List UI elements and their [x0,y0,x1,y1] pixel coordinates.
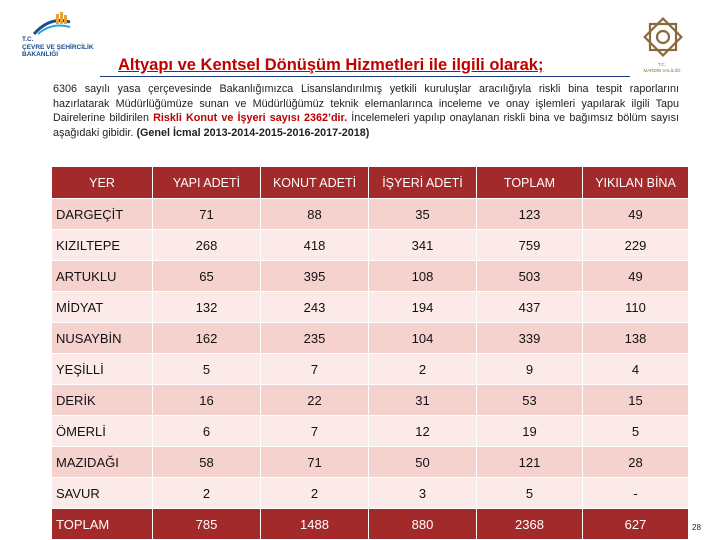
row-label-cell: KIZILTEPE [52,230,153,261]
value-cell: 71 [153,199,261,230]
intro-paragraph [53,82,679,140]
table-row [52,354,689,385]
table-row [52,447,689,478]
row-label-cell: ARTUKLU [52,261,153,292]
governorship-emblem-icon [640,14,686,60]
value-cell: 339 [477,323,583,354]
table-row [52,416,689,447]
value-cell: 785 [153,509,261,540]
value-cell: 7 [261,416,369,447]
page-title: Altyapı ve Kentsel Dönüşüm Hizmetleri ile ilgili olarak; [118,56,544,74]
header-cell: İŞYERİ ADETİ [369,167,477,199]
value-cell: 12 [369,416,477,447]
table-row [52,199,689,230]
value-cell: 9 [477,354,583,385]
row-label-cell: DARGEÇİT [52,199,153,230]
intro-highlight: Riskli Konut ve İşyeri sayısı 2362’dir. [153,112,348,125]
value-cell: 108 [369,261,477,292]
value-cell: 22 [261,385,369,416]
value-cell: 2 [261,478,369,509]
value-cell: 418 [261,230,369,261]
value-cell: 50 [369,447,477,478]
header-cell: KONUT ADETİ [261,167,369,199]
table-row [52,478,689,509]
value-cell: - [583,478,689,509]
value-cell: 162 [153,323,261,354]
value-cell: 121 [477,447,583,478]
value-cell: 243 [261,292,369,323]
statistics-table [51,166,688,540]
table-row [52,385,689,416]
header-cell: YER [52,167,153,199]
value-cell: 5 [583,416,689,447]
value-cell: 1488 [261,509,369,540]
value-cell: 2 [153,478,261,509]
row-label-cell: DERİK [52,385,153,416]
value-cell: 194 [369,292,477,323]
table-total-row [52,509,689,540]
row-label-cell: YEŞİLLİ [52,354,153,385]
value-cell: 49 [583,261,689,292]
value-cell: 229 [583,230,689,261]
value-cell: 503 [477,261,583,292]
row-label-cell: TOPLAM [52,509,153,540]
row-label-cell: MİDYAT [52,292,153,323]
value-cell: 71 [261,447,369,478]
value-cell: 53 [477,385,583,416]
value-cell: 627 [583,509,689,540]
value-cell: 4 [583,354,689,385]
value-cell: 395 [261,261,369,292]
table-header-row [52,167,689,199]
governorship-line2: MARDİN VALİLİĞİ [643,67,681,73]
row-label-cell: MAZIDAĞI [52,447,153,478]
value-cell: 110 [583,292,689,323]
table-row [52,323,689,354]
value-cell: 2368 [477,509,583,540]
value-cell: 2 [369,354,477,385]
intro-period: (Genel İcmal 2013-2014-2015-2016-2017-2018) [136,126,370,139]
value-cell: 19 [477,416,583,447]
ministry-emblem-icon [32,12,72,36]
table-row [52,230,689,261]
value-cell: 7 [261,354,369,385]
value-cell: 123 [477,199,583,230]
value-cell: 31 [369,385,477,416]
ministry-line3: BAKANLIĞI [22,51,59,58]
value-cell: 235 [261,323,369,354]
row-label-cell: ÖMERLİ [52,416,153,447]
governorship-line1: T.C. [657,62,666,67]
value-cell: 437 [477,292,583,323]
table-row [52,261,689,292]
value-cell: 58 [153,447,261,478]
row-label-cell: SAVUR [52,478,153,509]
value-cell: 138 [583,323,689,354]
row-label-cell: NUSAYBİN [52,323,153,354]
value-cell: 49 [583,199,689,230]
header-cell: YAPI ADETİ [153,167,261,199]
title-bar [100,56,630,77]
value-cell: 6 [153,416,261,447]
value-cell: 3 [369,478,477,509]
value-cell: 341 [369,230,477,261]
governorship-logo [632,14,692,76]
value-cell: 132 [153,292,261,323]
intro-text-1: 6306 sayılı yasa çerçevesinde Bakanlığımızca Lisanslandırılmış yetkili kuruluşlar aracılığıyla riskli bina tespit raporlarını hazırlatarak Müdürlüğümüze sunan ve Müdürlüğümüz teknik elemanlarınca inceleme ve onay işlemleri yapılarak ilgili Tapu Dairelerine bildirilen [53,83,679,125]
header-cell: TOPLAM [477,167,583,199]
value-cell: 268 [153,230,261,261]
value-cell: 65 [153,261,261,292]
value-cell: 15 [583,385,689,416]
value-cell: 28 [583,447,689,478]
value-cell: 759 [477,230,583,261]
page-number: 28 [692,523,701,532]
value-cell: 104 [369,323,477,354]
value-cell: 5 [477,478,583,509]
table-row [52,292,689,323]
value-cell: 880 [369,509,477,540]
intro-text-2: İncelemeleri yapılıp onaylanan riskli bina ve bağımsız bölüm sayısı aşağıdaki gibidir. [53,112,679,139]
value-cell: 16 [153,385,261,416]
value-cell: 88 [261,199,369,230]
ministry-line2: ÇEVRE VE ŞEHİRCİLİK [22,43,94,51]
value-cell: 5 [153,354,261,385]
value-cell: 35 [369,199,477,230]
header-cell: YIKILAN BİNA [583,167,689,199]
ministry-line1: T.C. [22,36,34,43]
